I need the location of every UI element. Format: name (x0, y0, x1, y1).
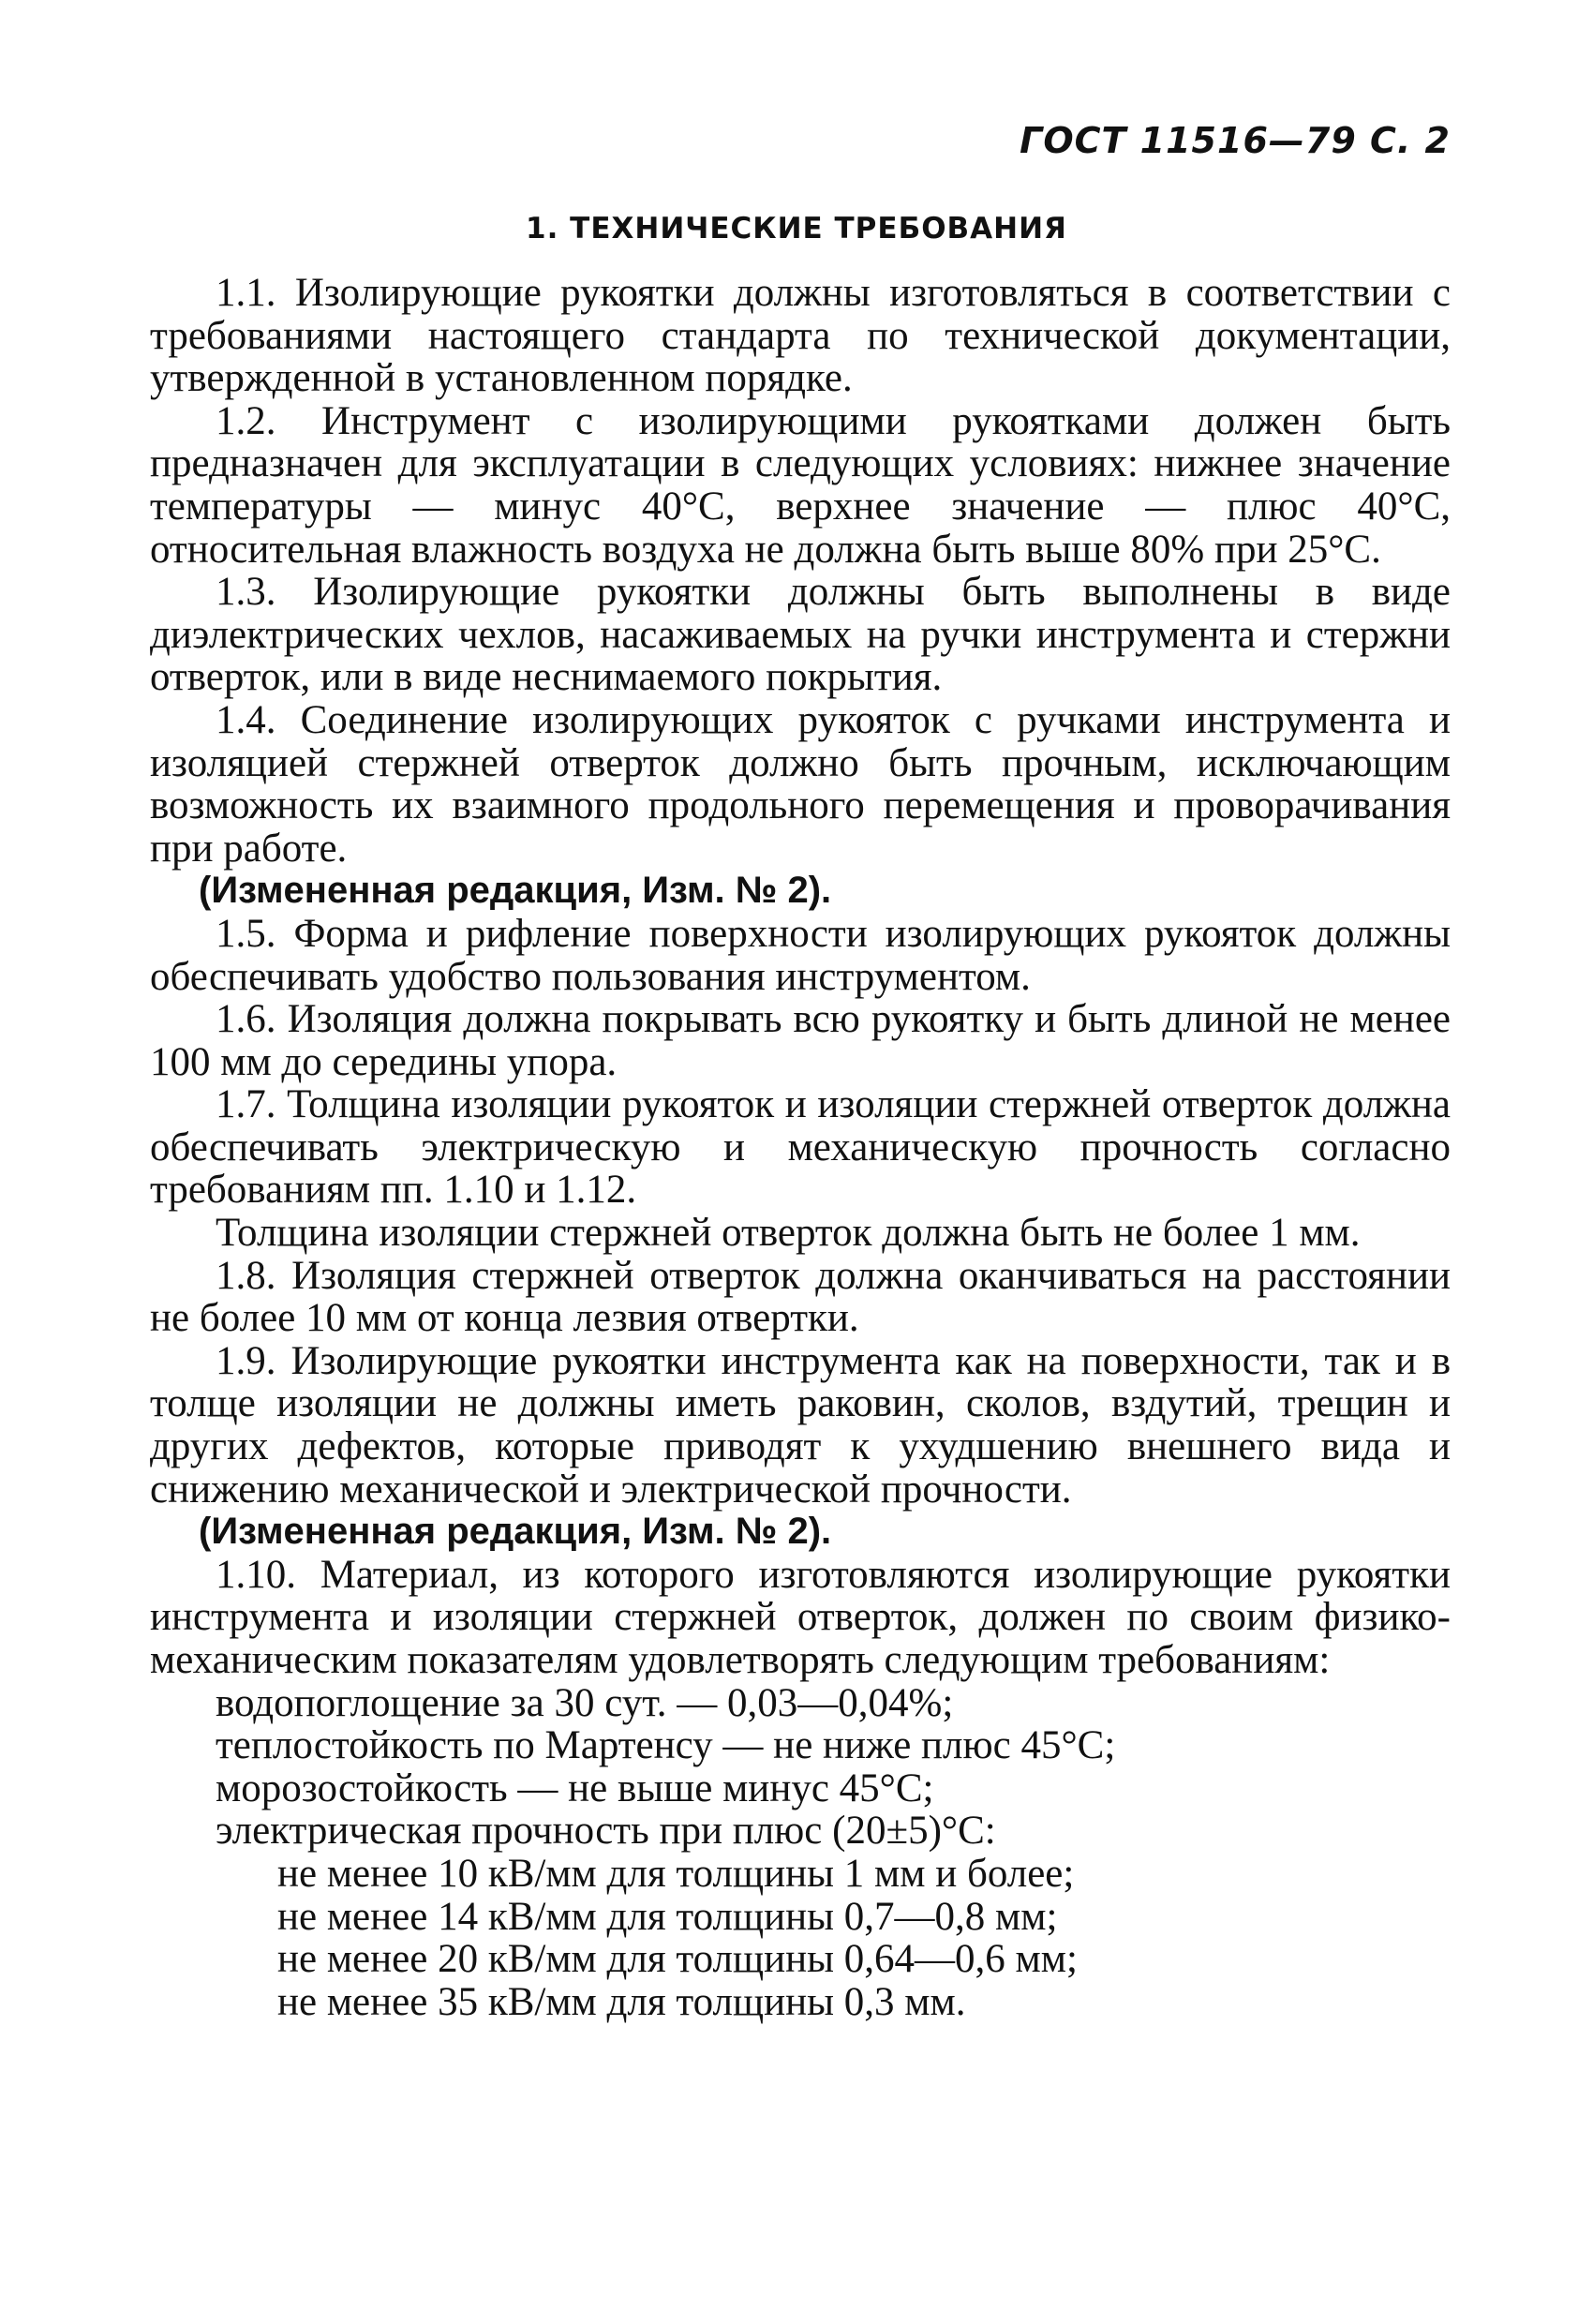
paragraph-1-9: 1.9. Изолирующие рукоятки инструмента как на поверхности, так и в толще изоляции не должны иметь раковин, сколов, вздутий, трещин и других дефектов, которые приводят к ухудшению внешнего вида и снижению механической и электрической прочности. (150, 1338, 1451, 1512)
strength-item: не менее 20 кВ/мм для толщины 0,64—0,6 мм; (277, 1937, 1078, 1982)
paragraph-1-4: 1.4. Соединение изолирующих рукояток с ручками инструмента и изоляцией стержней отверток должно быть прочным, исключающим возможность их взаимного продольного перемещения и проворачивания при работе. (150, 697, 1451, 871)
amendment-note: (Измененная редакция, Изм. № 2). (199, 1511, 832, 1553)
requirement-water-absorption: водопоглощение за 30 сут. — 0,03—0,04%; (216, 1680, 954, 1725)
requirement-heat-resistance: теплостойкость по Мартенсу — не ниже плюс 45°С; (216, 1723, 1116, 1768)
requirements-list (150, 1682, 1451, 2024)
section-title: 1. ТЕХНИЧЕСКИЕ ТРЕБОВАНИЯ (526, 212, 1067, 246)
strength-item: не менее 10 кВ/мм для толщины 1 мм и более; (277, 1851, 1075, 1896)
strength-item: не менее 14 кВ/мм для толщины 0,7—0,8 мм; (277, 1894, 1058, 1939)
paragraph-1-2: 1.2. Инструмент с изолирующими рукоятками должен быть предназначен для эксплуатации в следующих условиях: нижнее значение температуры — минус 40°С, верхнее значение — плюс 40°С, относительная влажность воздуха не должна быть выше 80% при 25°С. (150, 398, 1451, 572)
paragraph-1-10: 1.10. Материал, из которого изготовляются изолирующие рукоятки инструмента и изоляции стержней отверток, должен по своим физико-механическим показателям удовлетворять следующим требованиям: (150, 1552, 1451, 1682)
paragraph-1-3: 1.3. Изолирующие рукоятки должны быть выполнены в виде диэлектрических чехлов, насаживаемых на ручки инструмента и стержни отверток, или в виде неснимаемого покрытия. (150, 570, 1451, 700)
paragraph-1-5: 1.5. Форма и рифление поверхности изолирующих рукояток должны обеспечивать удобство пользования инструментом. (150, 911, 1451, 999)
page-header: ГОСТ 11516—79 С. 2 (1020, 120, 1451, 161)
requirement-electric-strength: электрическая прочность при плюс (20±5)°С: (216, 1809, 996, 1854)
body-text (150, 272, 1451, 2023)
paragraph-1-8: 1.8. Изоляция стержней отверток должна оканчиваться на расстоянии не более 10 мм от конца лезвия отвертки. (150, 1253, 1451, 1341)
strength-item: не менее 35 кВ/мм для толщины 0,3 мм. (277, 1979, 966, 2024)
paragraph-1-1: 1.1. Изолирующие рукоятки должны изготовляться в соответствии с требованиями настоящего стандарта по технической документации, утвержденной в установленном порядке. (150, 271, 1451, 401)
paragraph-1-7-continued: Толщина изоляции стержней отверток должна быть не более 1 мм. (216, 1211, 1361, 1256)
requirement-frost-resistance: морозостойкость — не выше минус 45°С; (216, 1765, 934, 1810)
paragraph-1-7: 1.7. Толщина изоляции рукояток и изоляции стержней отверток должна обеспечивать электрическую и механическую прочность согласно требованиям пп. 1.10 и 1.12. (150, 1082, 1451, 1213)
paragraph-1-6: 1.6. Изоляция должна покрывать всю рукоятку и быть длиной не менее 100 мм до середины упора. (150, 997, 1451, 1084)
amendment-note: (Измененная редакция, Изм. № 2). (199, 870, 832, 912)
